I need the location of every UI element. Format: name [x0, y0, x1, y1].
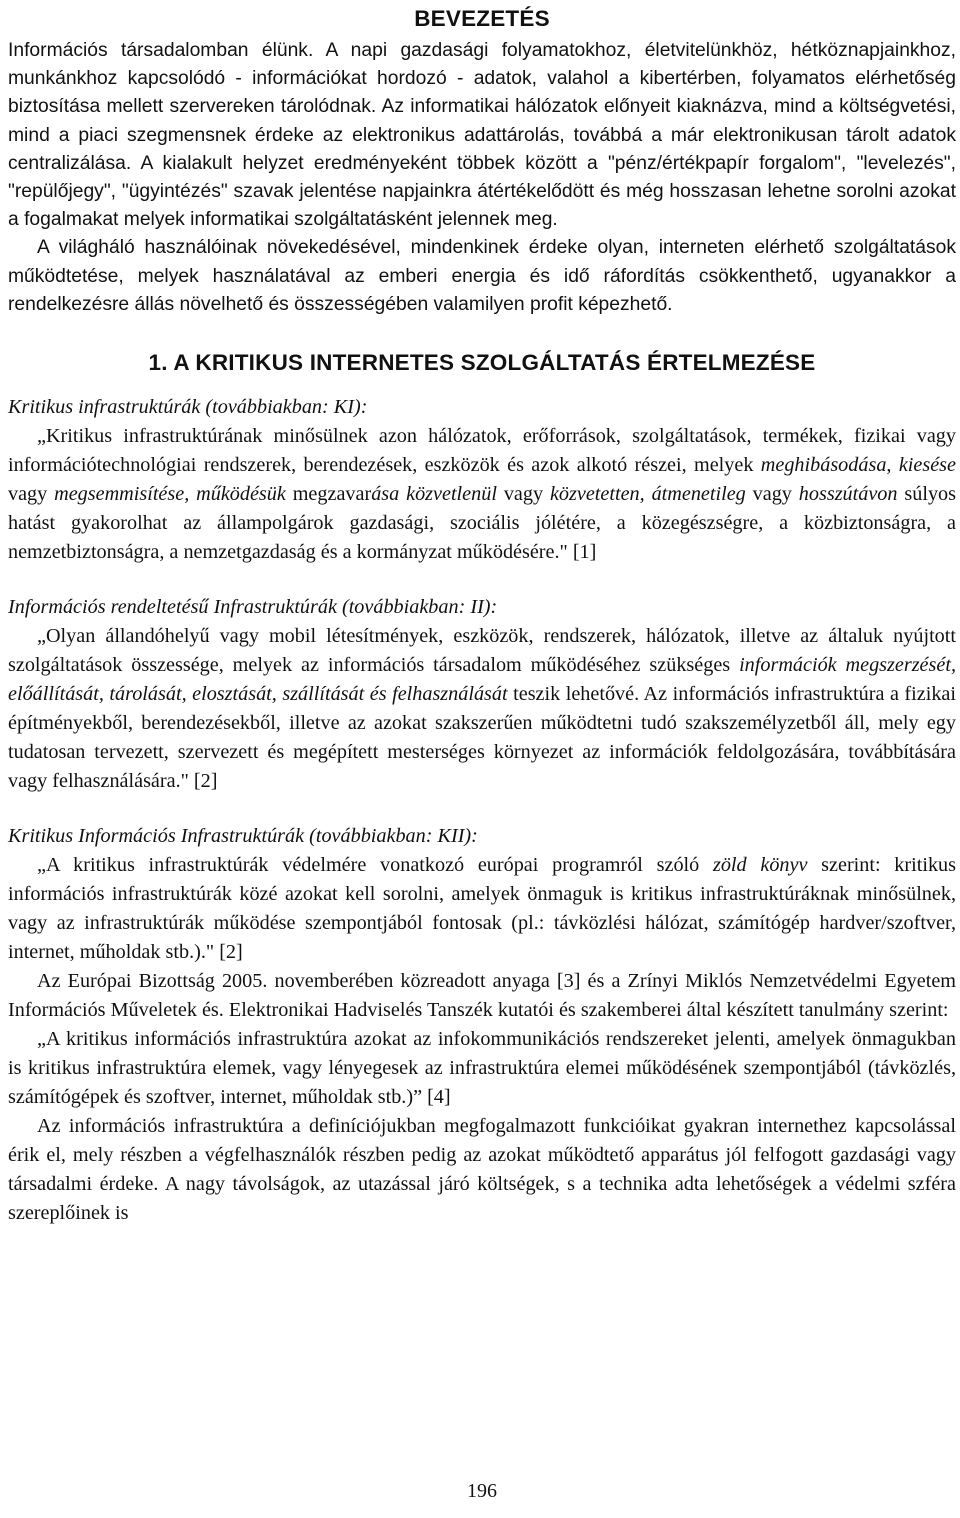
intro-paragraph-2: A világháló használóinak növekedésével, mindenkinek érdeke olyan, interneten elérhető szolgáltatások működtetése, melyek használatával az emberi energia és idő ráfordítás csökkenthető, ugyanakkor a rendelkezésre állás növelhető és összességében valamilyen profit képezhető. — [8, 237, 956, 315]
document-page — [8, 0, 956, 1518]
ki-text-6: vagy — [745, 483, 799, 506]
ki-emphasis-3: megsemmisítése, működésük — [54, 483, 286, 506]
kii-emphasis-1: zöld könyv — [712, 854, 808, 877]
kii-text-1: „A kritikus infrastruktúrák védelmére vonatkozó európai programról szóló — [37, 854, 713, 877]
ki-text-4: megzavar — [285, 483, 372, 506]
ki-text-3: vagy — [8, 483, 55, 506]
ii-text-2: teszik lehetővé. Az információs infrastruktúra a fizikai építményekből, berendezésekből, illetve az azokat szakszerűen működtetni tudó szakszemélyzetből áll, mely egy tudatosan tervezett, szervezett és megépített mesterséges környezet az információk feldolgozására, továbbítására vagy felhasználására." [2] — [8, 683, 956, 793]
kii-paragraph-4: Az információs infrastruktúra a definíciójukban megfogalmazott funkcióikat gyakran internethez kapcsolással érik el, mely részben a végfelhasználók részben pedig az azokat működtető apparátus jól felfogott gazdasági vagy társadalmi érdeke. A nagy távolságok, az utazással járó költségek, s a technika adta lehetőségek a védelmi szféra szereplőinek is — [8, 1115, 956, 1225]
ki-text-1: „Kritikus infrastruktúrának minősülnek azon hálózatok, erőforrások, szolgáltatások, termékek, fizikai vagy információtechnológiai rendszerek, berendezések, eszközök és azok alkotó részei, melyek — [8, 425, 956, 477]
ki-emphasis-5: közvetetten, átmenetileg — [549, 483, 746, 506]
kii-definition-label: Kritikus Információs Infrastruktúrák (továbbiakban: KII): — [8, 825, 478, 848]
kii-quote-paragraph: „A kritikus információs infrastruktúra azokat az infokommunikációs rendszereket jelenti, amelyek önmagukban is kritikus infrastruktúra elemek, vagy lényegesek az infrastruktúra elemei működésének szempontjából (távközlés, számítógépek és szoftver, internet, műholdak stb.)” [4] — [8, 1028, 956, 1109]
ki-definition-label: Kritikus infrastruktúrák (továbbiakban: KI): — [8, 396, 368, 419]
ki-emphasis-6: hosszútávon — [798, 483, 898, 506]
ki-text-2: , — [886, 454, 899, 477]
section-title: 1. A KRITIKUS INTERNETES SZOLGÁLTATÁS ÉRTELMEZÉSE — [148, 350, 816, 376]
ii-text-1: „Olyan állandóhelyű vagy mobil létesítmények, eszközök, rendszerek, hálózatok, illetve az általuk nyújtott szolgáltatások összessége, melyek az információs társadalom működéséhez szükséges — [8, 625, 956, 677]
ki-emphasis-1: meghibásodása — [760, 454, 887, 477]
ki-emphasis-4: ása közvetlenül — [371, 483, 497, 506]
page-title: BEVEZETÉS — [414, 6, 550, 31]
ii-definition-text — [8, 622, 956, 796]
ki-emphasis-2: kiesése — [898, 454, 956, 477]
kii-paragraph-2: Az Európai Bizottság 2005. novemberében közreadott anyaga [3] és a Zrínyi Miklós Nemzetvédelmi Egyetem Információs Műveletek és. Elektronikai Hadviselés Tanszék kutatói és szakemberei által készített tanulmány szerint: — [8, 970, 956, 1022]
ii-definition-label: Információs rendeltetésű Infrastruktúrák (továbbiakban: II): — [8, 596, 498, 619]
ki-text-5: vagy — [496, 483, 550, 506]
page-number: 196 — [467, 1480, 497, 1502]
ii-emphasis-1: információk megszerzését, előállítását, tárolását, elosztását, szállítását és felhasználását — [8, 654, 956, 706]
ki-definition-text — [8, 422, 956, 567]
kii-text-2: szerint: kritikus információs infrastruktúrák közé azokat kell sorolni, amelyek önmaguk is kritikus infrastruktúráknak minősülnek, vagy az infrastruktúrák működése szempontjából fontosak (pl.: távközlési hálózat, számítógép hardver/szoftver, internet, műholdak stb.)." [2] — [8, 854, 956, 964]
kii-definition-text — [8, 851, 956, 967]
intro-paragraph-1: Információs társadalomban élünk. A napi gazdasági folyamatokhoz, életvitelünkhöz, hétköznapjainkhoz, munkánkhoz kapcsolódó - információkat hordozó - adatok, valahol a kibertérben, folyamatos elérhetőség biztosítása mellett szervereken tárolódnak. Az informatikai hálózatok előnyeit kiaknázva, mind a költségvetési, mind a piaci szegmensnek érdeke az elektronikus adattárolás, továbbá a már elektronikusan tárolt adatok centralizálása. A kialakult helyzet eredményeként többek között a "pénz/értékpapír forgalom", "levelezés", "repülőjegy", "ügyintézés" szavak jelentése napjainkra átértékelődött és még hosszasan lehetne sorolni azokat a fogalmakat melyek informatikai szolgáltatásként jelennek meg. — [8, 40, 956, 231]
ki-text-7: súlyos hatást gyakorolhat az állampolgárok gazdasági, szociális jólétére, a közegészségre, a közbiztonságra, a nemzetbiztonságra, a nemzetgazdaság és a kormányzat működésére." [1] — [8, 483, 956, 564]
